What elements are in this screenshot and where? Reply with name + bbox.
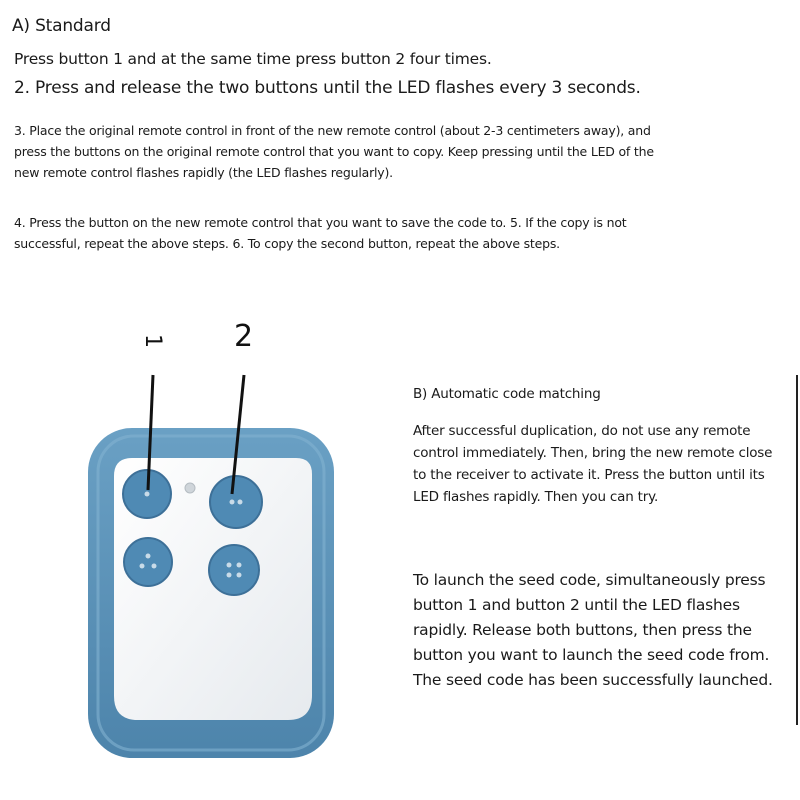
right-edge-line — [796, 375, 798, 725]
section-b-paragraph-2: To launch the seed code, simultaneously press button 1 and button 2 until the LED flashes rapidly. Release both buttons, then press the button you want to launch the seed code from. The seed code has been successfully launched. — [413, 571, 773, 689]
remote-button-2 — [210, 476, 262, 528]
label-button-2: 2 — [234, 319, 254, 354]
remote-control-illustration — [0, 300, 400, 800]
step-4-text: 4. Press the button on the new remote control that you want to save the code to. 5. If the copy is not successful, repeat the above steps. 6. To copy the second button, repeat the above steps. — [14, 215, 627, 251]
step-2-text: 2. Press and release the two buttons until the LED flashes every 3 seconds. — [14, 78, 641, 98]
remote-button-1 — [123, 470, 171, 518]
led-indicator — [185, 483, 195, 493]
step-3-text: 3. Place the original remote control in front of the new remote control (about 2-3 centimeters away), and press the buttons on the original remote control that you want to copy. Keep pressing until the LED of the new remote control flashes rapidly (the LED flashes regularly). — [14, 123, 654, 180]
label-button-1: 1 — [140, 334, 165, 348]
remote-button-4 — [209, 545, 259, 595]
remote-button-3 — [124, 538, 172, 586]
step-1-text: Press button 1 and at the same time press button 2 four times. — [14, 50, 492, 68]
section-b-title: B) Automatic code matching — [413, 386, 601, 402]
section-a-title: A) Standard — [12, 16, 111, 36]
section-b-paragraph-1: After successful duplication, do not use any remote control immediately. Then, bring the new remote close to the receiver to activate it. Press the button until its LED flashes rapidly. Then you can try. — [413, 423, 773, 505]
